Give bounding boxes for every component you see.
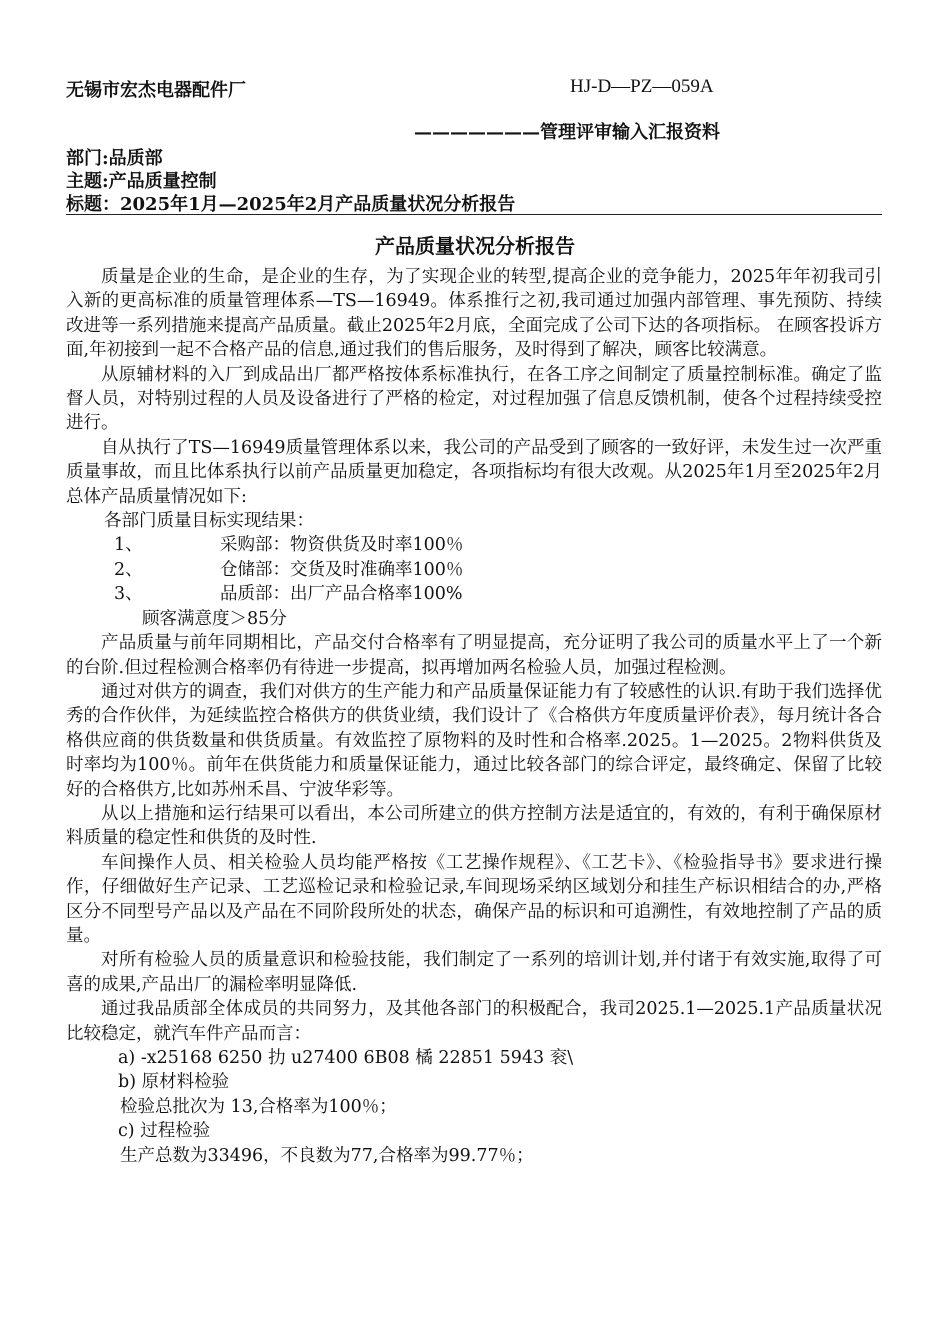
paragraph-comparison: 产品质量与前年同期相比，产品交付合格率有了明显提高，充分证明了我公司的质量水平上了一个新的台阶.但过程检测合格率仍有待进一步提高，拟再增加两名检验人员，加强过程检测。 xyxy=(66,633,882,678)
document-subtitle: ———————管理评审输入汇报资料 xyxy=(414,122,720,143)
paragraph-process-control: 从原辅材料的入厂到成品出厂都严格按体系标准执行，在各工序之间制定了质量控制标准。确定了监督人员，对特别过程的人员及设备进行了严格的检定，对过程加强了信息反馈机制，使各个过程持续受控进行。 xyxy=(66,364,882,434)
title-line: 标题：2025年1月—2025年2月产品质量状况分析报告 xyxy=(66,194,516,215)
paragraph-ts16949: 自从执行了TS—16949质量管理体系以来，我公司的产品受到了顾客的一致好评，未发生过一次严重质量事故，而且比体系执行以前产品质量更加稳定，各项指标均有很大改观。从2025年1月至2025年2月总体产品质量情况如下: xyxy=(66,437,882,507)
paragraph-intro: 质量是企业的生命，是企业的生存，为了实现企业的转型,提高企业的竞争能力，2025年年初我司引入新的更高标准的质量管理体系—TS—16949。体系推行之初,我司通过加强内部管理、事先预防、持续改进等一系列措施来提高产品质量。截止2025年2月底，全面完成了公司下达的各项指标。 在顾客投诉方面,年初接到一起不合格产品的信息,通过我们的售后服务，及时得到了解决，顾客比较满意。 xyxy=(66,267,882,361)
company-name: 无锡市宏杰电器配件厂 xyxy=(66,80,246,101)
report-body xyxy=(66,265,882,1168)
list-item-b: b) 原材料检验 xyxy=(118,1072,230,1093)
target-item: 2、 仓储部：交货及时准确率100％ xyxy=(114,559,464,580)
paragraph-training: 对所有检验人员的质量意识和检验技能，我们制定了一系列的培训计划,并付诸于有效实施,取得了可喜的成果,产品出厂的漏检率明显降低. xyxy=(66,950,882,995)
document-code: HJ-D—PZ—059A xyxy=(570,76,714,97)
list-item-c: c) 过程检验 xyxy=(118,1121,211,1142)
paragraph-summary: 通过我品质部全体成员的共同努力，及其他各部门的积极配合，我司2025.1—2025.1产品质量状况比较稳定，就汽车件产品而言： xyxy=(66,999,882,1044)
targets-heading: 各部门质量目标实现结果： xyxy=(104,511,314,532)
topic-line: 主题:产品质量控制 xyxy=(66,171,217,192)
target-item: 1、 采购部：物资供货及时率100％ xyxy=(114,535,464,556)
list-item-a: a) -x25168 6250 扐 u27400 6B08 橘 22851 5943 衮\ xyxy=(118,1048,574,1068)
department-line: 部门:品质部 xyxy=(66,148,163,169)
paragraph-supplier: 通过对供方的调查，我们对供方的生产能力和产品质量保证能力有了较感性的认识.有助于我们选择优秀的合作伙伴，为延续监控合格供方的供货业绩，我们设计了《合格供方年度质量评价表》，每月统计各合格供应商的供货数量和供货质量。有效监控了原物料的及时性和合格率.2025。1—2025。2物料供货及时率均为100％。前年在供货能力和质量保证能力，通过比较各部门的综合评定，最终确定、保留了比较好的合格供方,比如苏州禾昌、宁波华彩等。 xyxy=(66,681,882,800)
list-item-b-detail: 检验总批次为 13,合格率为100％； xyxy=(120,1096,397,1117)
header-divider xyxy=(66,214,882,215)
paragraph-workshop: 车间操作人员、相关检验人员均能严格按《工艺操作规程》、《工艺卡》、《检验指导书》要求进行操作，仔细做好生产记录、工艺巡检记录和检验记录,车间现场采纳区域划分和挂生产标识相结合的办,严格区分不同型号产品以及产品在不同阶段所处的状态，确保产品的标识和可追溯性，有效地控制了产品的质量。 xyxy=(66,852,882,946)
report-title: 产品质量状况分析报告 xyxy=(375,234,575,258)
paragraph-supplier-conclusion: 从以上措施和运行结果可以看出，本公司所建立的供方控制方法是适宜的，有效的，有利于确保原材料质量的稳定性和供货的及时性. xyxy=(66,803,882,849)
list-item-c-detail: 生产总数为33496，不良数为77,合格率为99.77％； xyxy=(120,1145,534,1166)
customer-satisfaction: 顾客满意度＞85分 xyxy=(142,608,287,629)
target-item: 3、 品质部：出厂产品合格率100% xyxy=(114,584,463,605)
